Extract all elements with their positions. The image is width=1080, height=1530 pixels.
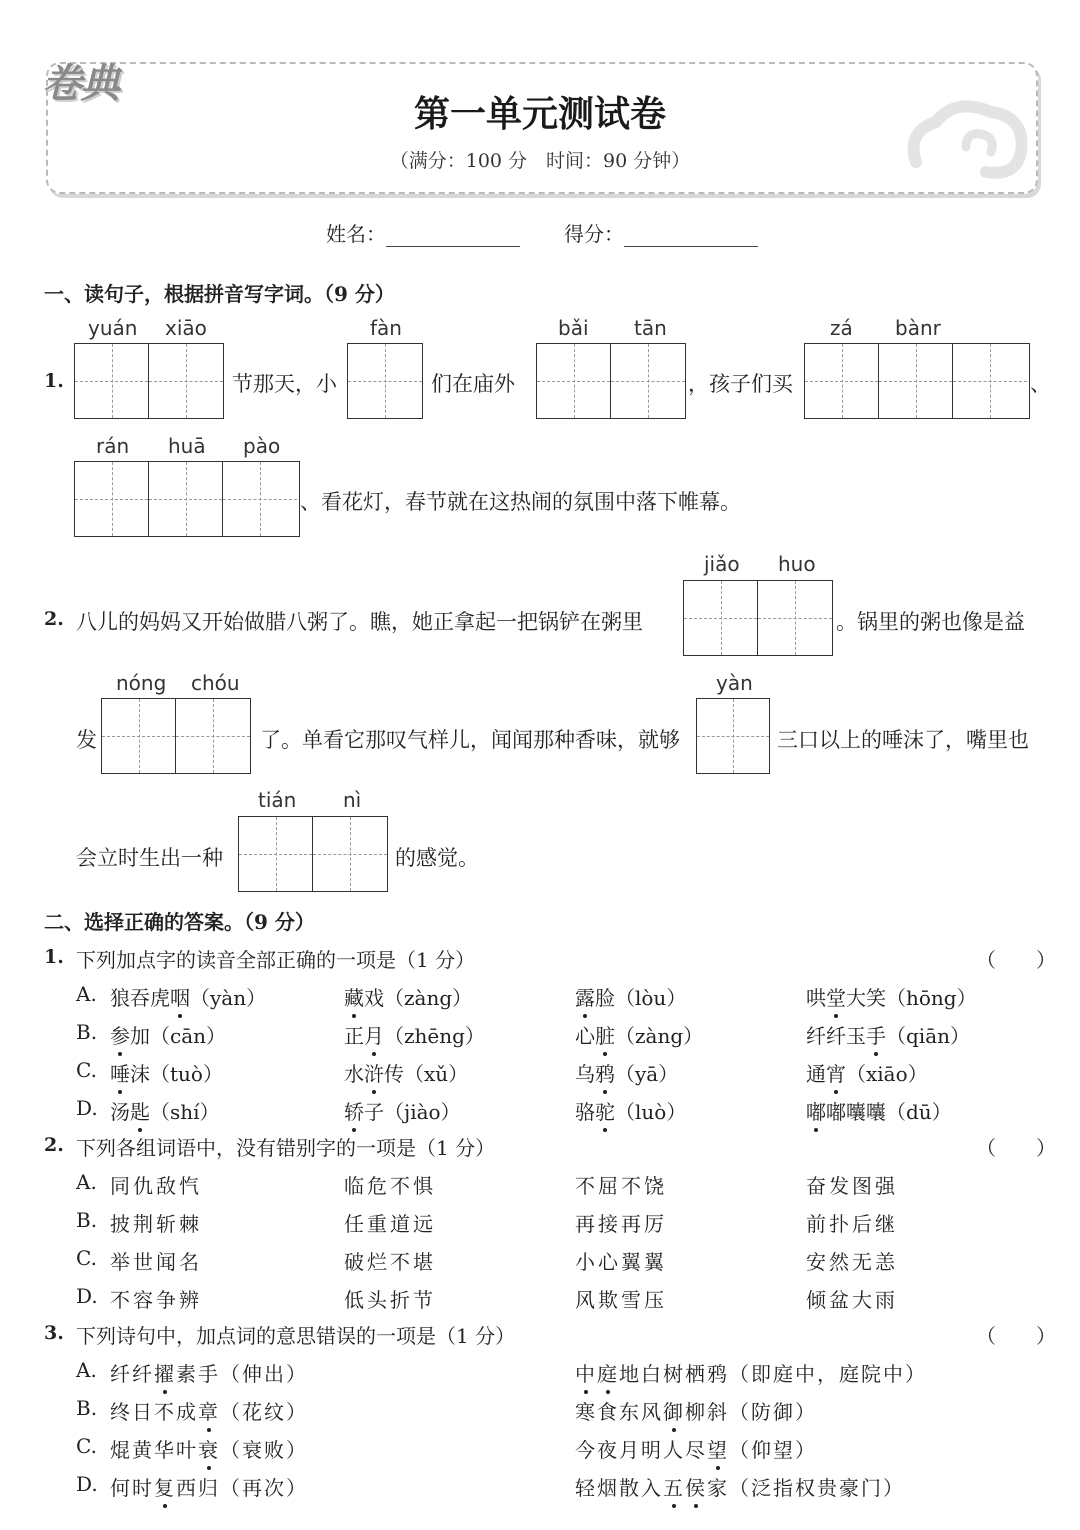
choice-letter[interactable]: B. [76,1020,98,1044]
name-blank[interactable] [386,222,520,247]
pinyin: jiǎo [704,552,740,576]
score-blank[interactable] [624,222,758,247]
choice-item[interactable]: 前扑后继 [806,1212,898,1236]
answer-grid[interactable] [101,698,251,774]
choice-item[interactable] [806,1020,970,1049]
choice-item[interactable] [110,1058,223,1087]
question-number: 2. [44,608,64,630]
pinyin: nì [343,788,362,812]
emphasis-dotted-char: 露 [575,986,595,1010]
choice-letter[interactable]: A. [76,1358,97,1382]
choice-item[interactable] [806,1058,928,1087]
emphasis-dotted-char: 宵 [826,1062,846,1086]
sentence-text: 了。单看它那叹气样儿，闻闻那种香味，就够 [260,728,680,752]
pinyin: tián [258,788,297,812]
sentence-text: 。锅里的粥也像是益 [836,610,1025,634]
emphasis-dotted-char: 鸦 [595,1062,615,1086]
emphasis-dotted-char: 侯 [685,1476,707,1500]
choice-item[interactable] [110,1096,220,1125]
pinyin: zá [830,316,853,340]
choice-item[interactable] [110,1358,308,1387]
emphasis-dotted-char: 庭 [597,1362,619,1386]
choice-item[interactable] [575,1472,905,1501]
name-label: 姓名： [326,222,386,246]
plain-text: 哄 [806,986,826,1010]
choice-letter[interactable]: A. [76,1170,97,1194]
choice-letter[interactable]: D. [76,1472,98,1496]
pinyin: yàn [716,671,753,695]
plain-text: 地白树栖鸦（即庭中，庭院中） [619,1362,927,1386]
choice-letter[interactable]: C. [76,1434,97,1458]
choice-letter[interactable]: C. [76,1058,97,1082]
plain-text: 焜黄华叶 [110,1438,198,1462]
sentence-text: 、看花灯，春节就在这热闹的氛围中落下帷幕。 [300,490,741,514]
pinyin: bànr [895,316,941,340]
plain-text: （zàng） [615,1024,704,1048]
sentence-text: ，孩子们买 [688,372,793,396]
pinyin: chóu [191,671,240,695]
choice-item[interactable]: 倾盆大雨 [806,1288,898,1312]
plain-text: 今夜月明人尽 [575,1438,707,1462]
answer-grid[interactable] [696,698,770,774]
choice-letter[interactable]: D. [76,1096,98,1120]
plain-text: 嘟囔囔（dū） [826,1100,952,1124]
answer-grid[interactable] [347,343,423,419]
pinyin: rán [96,434,130,458]
choice-letter[interactable]: B. [76,1208,98,1232]
emphasis-dotted-char: 嘟 [806,1100,826,1124]
emphasis-dotted-char: 五 [663,1476,685,1500]
plain-text: 轻烟散入 [575,1476,663,1500]
plain-text: 正 [344,1024,364,1048]
choice-item[interactable]: 奋发图强 [806,1174,898,1198]
plain-text: 狼吞虎 [110,986,170,1010]
emphasis-dotted-char: 咽 [170,986,190,1010]
plain-text: 子（jiào） [364,1100,461,1124]
sentence-text: 们在庙外 [431,372,515,396]
choice-item[interactable]: 安然无恙 [806,1250,898,1274]
choice-item[interactable]: 举世闻名 [110,1250,202,1274]
emphasis-dotted-char: 章 [198,1400,220,1424]
choice-letter[interactable]: A. [76,982,97,1006]
plain-text: 乌 [575,1062,595,1086]
emphasis-dotted-char: 藏 [344,986,364,1010]
answer-grid[interactable] [804,343,1030,419]
plain-text: （花纹） [220,1400,308,1424]
pinyin: huo [778,552,816,576]
choice-item[interactable]: 小心翼翼 [575,1250,667,1274]
answer-grid[interactable] [238,816,388,892]
choice-item[interactable] [344,1058,468,1087]
emphasis-dotted-char: 望 [707,1438,729,1462]
name-field[interactable] [326,218,520,247]
emphasis-dotted-char: 月 [364,1024,384,1048]
emphasis-dotted-char: 驼 [595,1100,615,1124]
page-title: 第一单元测试卷 [413,93,666,135]
plain-text: 水 [344,1062,364,1086]
emphasis-dotted-char: 参 [110,1024,130,1048]
sentence-text: 、 [1030,372,1051,396]
plain-text: （yàn） [190,986,267,1010]
plain-text: 西归（再次） [176,1476,308,1500]
emphasis-dotted-char: 复 [154,1476,176,1500]
publisher-logo: 卷典 [42,61,118,107]
answer-bracket[interactable]: （ ） [976,1136,1056,1160]
exam-meta: （满分：100 分 时间：90 分钟） [389,150,691,172]
plain-text: 加（cān） [130,1024,227,1048]
choice-item[interactable] [344,1096,461,1125]
plain-text: 柳斜（防御） [685,1400,817,1424]
choice-item[interactable] [575,1396,817,1425]
plain-text: 沫（tuò） [130,1062,223,1086]
plain-text: 大笑（hōng） [846,986,977,1010]
question-stem: 下列各组词语中，没有错别字的一项是（1 分） [76,1136,496,1160]
answer-grid[interactable] [683,580,833,656]
answer-bracket[interactable]: （ ） [976,948,1056,972]
plain-text: 心 [575,1024,595,1048]
sentence-text: 三口以上的唾沫了，嘴里也 [777,728,1029,752]
score-field[interactable] [564,218,758,247]
plain-text: （仰望） [729,1438,817,1462]
choice-item[interactable] [110,982,266,1011]
choice-letter[interactable]: D. [76,1284,98,1308]
sentence-text: 会立时生出一种 [76,846,223,870]
question-number: 1. [44,946,64,968]
pinyin: nóng [116,671,167,695]
plain-text: （xiāo） [846,1062,928,1086]
sentence-text: 的感觉。 [395,846,479,870]
plain-text: 纤纤玉 [806,1024,866,1048]
choice-item[interactable] [575,982,686,1011]
question-number: 1. [44,370,64,392]
choice-item[interactable]: 再接再厉 [575,1212,667,1236]
plain-text: 纤纤 [110,1362,154,1386]
question-stem: 下列加点字的读音全部正确的一项是（1 分） [76,948,476,972]
choice-item[interactable]: 低头折节 [344,1288,436,1312]
plain-text: 终日不成 [110,1400,198,1424]
sentence-text: 八儿的妈妈又开始做腊八粥了。瞧，她正拿起一把锅铲在粥里 [76,610,643,634]
emphasis-dotted-char: 堂 [826,986,846,1010]
section-1-title: 一、读句子，根据拼音写字词。（9 分） [44,282,395,306]
emphasis-dotted-char: 脏 [595,1024,615,1048]
plain-text: （衰败） [220,1438,308,1462]
choice-item[interactable]: 不容争辨 [110,1288,202,1312]
choice-item[interactable]: 风欺雪压 [575,1288,667,1312]
answer-bracket[interactable]: （ ） [976,1324,1056,1348]
choice-item[interactable]: 任重道远 [344,1212,436,1236]
sentence-text: 发 [76,728,97,752]
answer-grid[interactable] [74,343,224,419]
pinyin: huā [168,434,206,458]
plain-text: 汤 [110,1100,130,1124]
choice-letter[interactable]: B. [76,1396,98,1420]
plain-text: （yā） [615,1062,679,1086]
pinyin: tān [634,316,667,340]
question-number: 2. [44,1134,64,1156]
emphasis-dotted-char: 轿 [344,1100,364,1124]
question-stem: 下列诗句中，加点词的意思错误的一项是（1 分） [76,1324,516,1348]
plain-text: 骆 [575,1100,595,1124]
choice-item[interactable]: 破烂不堪 [344,1250,436,1274]
pinyin: xiāo [165,316,207,340]
plain-text: 寒食东风 [575,1400,663,1424]
emphasis-dotted-char: 中 [575,1362,597,1386]
choice-item[interactable] [344,1020,485,1049]
emphasis-dotted-char: 衰 [198,1438,220,1462]
plain-text: （luò） [615,1100,687,1124]
plain-text: 脸（lòu） [595,986,687,1010]
choice-item[interactable] [110,1472,308,1501]
plain-text: 何时 [110,1476,154,1500]
pinyin: pào [243,434,281,458]
choice-item[interactable] [575,1358,927,1387]
plain-text: 通 [806,1062,826,1086]
answer-grid[interactable] [536,343,686,419]
choice-item[interactable] [806,982,977,1011]
plain-text: （qiān） [886,1024,971,1048]
section-2-title: 二、选择正确的答案。（9 分） [44,910,315,934]
plain-text: 家（泛指权贵豪门） [707,1476,905,1500]
choice-item[interactable] [110,1020,226,1049]
pinyin: yuán [88,316,138,340]
emphasis-dotted-char: 擢 [154,1362,176,1386]
emphasis-dotted-char: 浒 [364,1062,384,1086]
choice-item[interactable] [575,1020,703,1049]
pinyin: bǎi [558,316,589,340]
choice-letter[interactable]: C. [76,1246,97,1270]
question-number: 3. [44,1322,64,1344]
emphasis-dotted-char: 御 [663,1400,685,1424]
choice-item[interactable] [575,1434,817,1463]
sentence-text: 节那天，小 [232,372,337,396]
choice-item[interactable]: 披荆斩棘 [110,1212,202,1236]
emphasis-dotted-char: 唾 [110,1062,130,1086]
emphasis-dotted-char: 匙 [130,1100,150,1124]
choice-item[interactable]: 临危不惧 [344,1174,436,1198]
pinyin: fàn [370,316,402,340]
choice-item[interactable]: 不屈不饶 [575,1174,667,1198]
choice-item[interactable] [110,1396,308,1425]
answer-grid[interactable] [74,461,300,537]
score-label: 得分： [564,222,624,246]
plain-text: 素手（伸出） [176,1362,308,1386]
choice-item[interactable] [344,982,472,1011]
plain-text: （zhēng） [384,1024,485,1048]
plain-text: 传（xǔ） [384,1062,469,1086]
choice-item[interactable]: 同仇敌忾 [110,1174,202,1198]
plain-text: （shí） [150,1100,220,1124]
emphasis-dotted-char: 手 [866,1024,886,1048]
choice-item[interactable] [575,1058,678,1087]
choice-item[interactable] [110,1434,308,1463]
choice-item[interactable] [806,1096,952,1125]
plain-text: 戏（zàng） [364,986,473,1010]
choice-item[interactable] [575,1096,686,1125]
